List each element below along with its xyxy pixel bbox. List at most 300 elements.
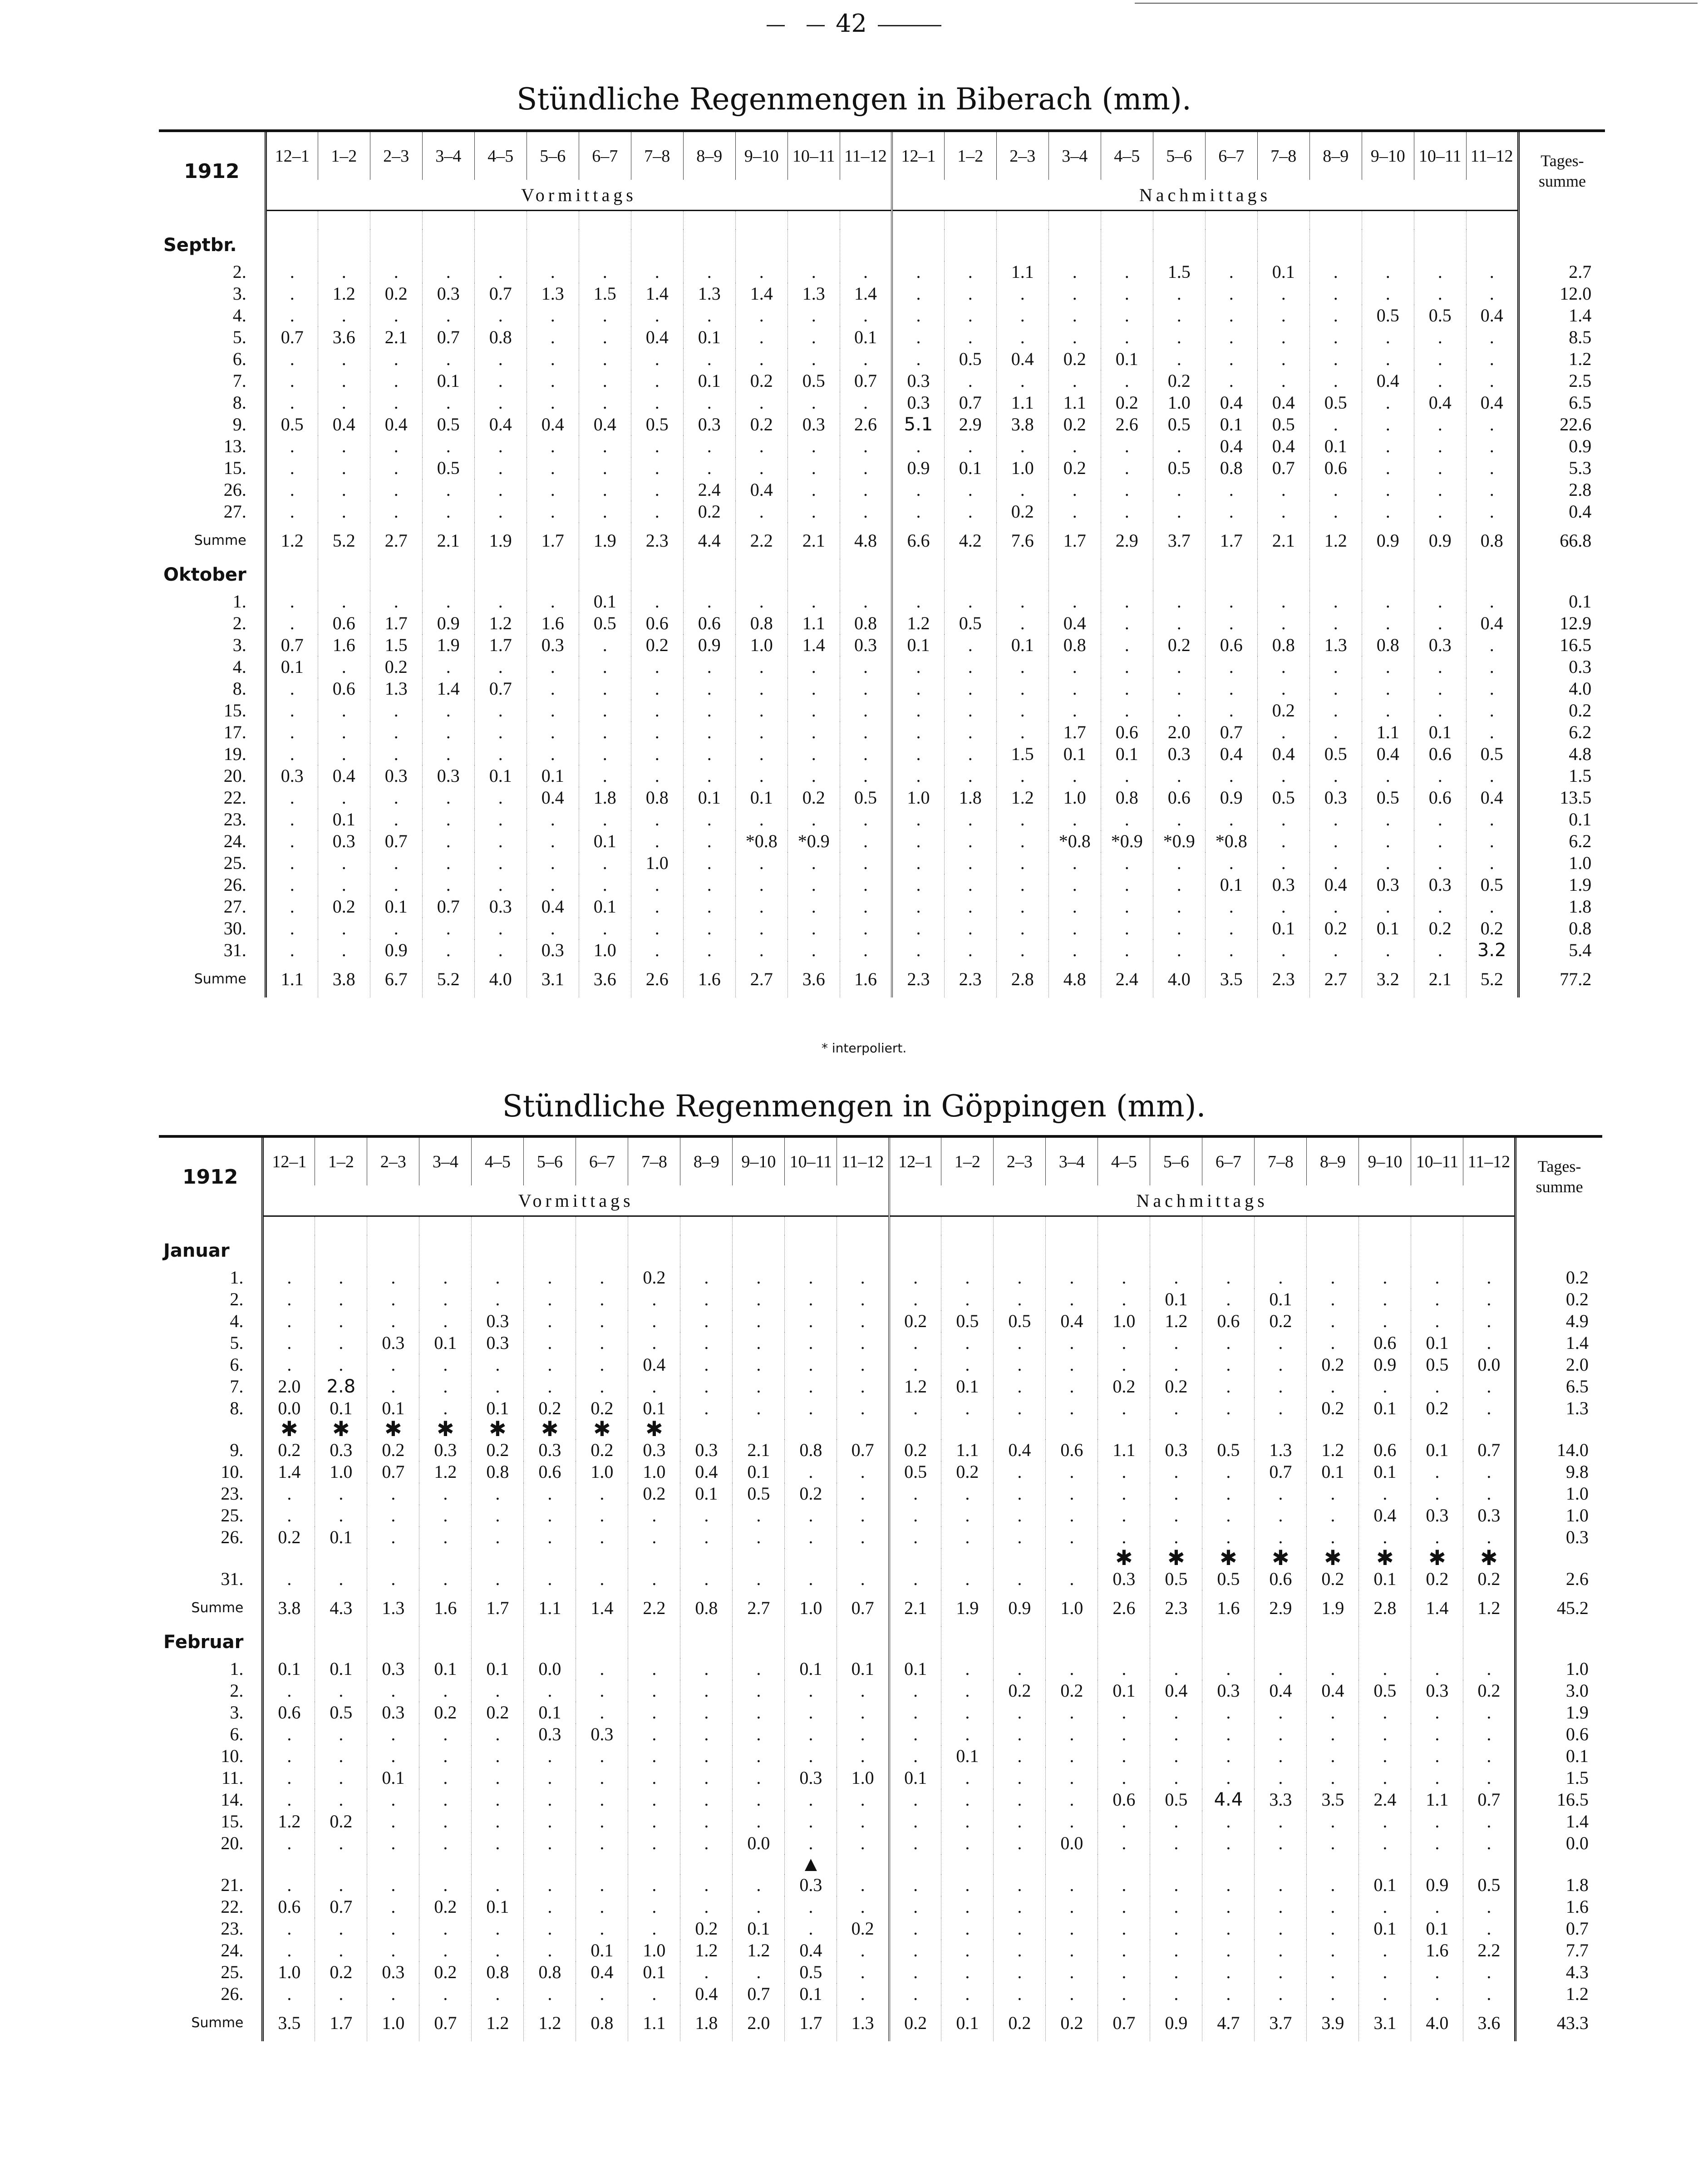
hourly-value: . <box>1257 326 1309 348</box>
hourly-value: . <box>419 1767 472 1789</box>
hourly-value: . <box>1101 326 1153 348</box>
hourly-value: 0.2 <box>788 787 840 809</box>
hourly-value: . <box>474 918 527 939</box>
hourly-value: . <box>1046 1505 1098 1526</box>
hourly-value: 0.1 <box>889 1767 941 1789</box>
empty-cell <box>680 1235 733 1267</box>
hourly-value: 1.3 <box>1255 1439 1307 1461</box>
day-total: 1.0 <box>1565 1659 1589 1679</box>
empty-cell <box>785 1626 837 1658</box>
hourly-value: 1.3 <box>527 283 579 305</box>
hourly-value: . <box>318 787 370 809</box>
hourly-value: 0.5 <box>266 414 318 435</box>
hourly-value: . <box>994 1288 1046 1310</box>
empty-cell <box>788 559 840 591</box>
hourly-value: . <box>944 479 996 501</box>
snow-icon: ✱ <box>315 1419 367 1439</box>
hourly-value: . <box>266 612 318 634</box>
hour-header: 11–12 <box>1463 1136 1516 1185</box>
goeppingen-table <box>159 1135 1602 2041</box>
hourly-value: . <box>422 305 474 326</box>
hourly-value: . <box>1463 1961 1516 1983</box>
hourly-value: . <box>837 1983 889 2005</box>
hourly-value: . <box>733 1332 785 1354</box>
summe-value: 1.9 <box>1307 1590 1359 1626</box>
hourly-value: . <box>527 591 579 612</box>
hourly-value: . <box>628 1767 680 1789</box>
hourly-value: . <box>266 305 318 326</box>
hourly-value: . <box>628 1832 680 1854</box>
summe-value: 1.7 <box>1048 523 1101 559</box>
hourly-value: . <box>474 787 527 809</box>
hourly-value: 0.2 <box>680 1918 733 1940</box>
hourly-value: . <box>944 896 996 918</box>
hourly-value: . <box>1362 830 1414 852</box>
spacer-row <box>159 211 1605 230</box>
day-total: 1.5 <box>1569 765 1592 786</box>
hour-header: 2–3 <box>994 1136 1046 1185</box>
hourly-value: . <box>579 305 631 326</box>
day-label: 1. <box>159 1267 263 1288</box>
empty-cell <box>318 229 370 261</box>
spacer-cell <box>263 1216 315 1235</box>
day-row <box>159 1723 1602 1745</box>
empty-cell <box>266 559 318 591</box>
hourly-value: . <box>524 1896 576 1918</box>
hourly-value: . <box>370 348 422 370</box>
summe-value: 2.3 <box>631 523 683 559</box>
hourly-value: . <box>1046 1376 1098 1397</box>
hourly-value: . <box>994 1811 1046 1832</box>
spacer-cell <box>944 211 996 230</box>
hourly-value: 1.3 <box>370 678 422 700</box>
hourly-value: . <box>892 501 944 523</box>
hourly-value: . <box>892 743 944 765</box>
summe-value: 1.6 <box>419 1590 472 1626</box>
summe-value: 1.9 <box>579 523 631 559</box>
hourly-value: 0.3 <box>1414 634 1466 656</box>
hourly-value: 0.5 <box>1257 414 1309 435</box>
hourly-value: . <box>1257 939 1309 961</box>
hourly-value: . <box>1255 1267 1307 1288</box>
hourly-value: . <box>733 1680 785 1702</box>
hourly-value: . <box>1205 501 1257 523</box>
hourly-value: 0.5 <box>944 612 996 634</box>
day-label: 14. <box>159 1789 263 1811</box>
hourly-value: 0.6 <box>1046 1439 1098 1461</box>
hourly-value: . <box>837 1288 889 1310</box>
hourly-value: . <box>628 1526 680 1548</box>
day-row <box>159 830 1605 852</box>
hourly-value: . <box>941 1961 994 1983</box>
hourly-value: . <box>840 830 892 852</box>
empty-cell <box>1257 229 1309 261</box>
hourly-value: . <box>628 1505 680 1526</box>
empty-cell <box>1463 1626 1516 1658</box>
hourly-value: . <box>1098 1461 1150 1483</box>
hourly-value: . <box>367 1483 419 1505</box>
hourly-value: . <box>628 1680 680 1702</box>
hourly-value: 0.4 <box>1309 874 1362 896</box>
hourly-value: . <box>1257 348 1309 370</box>
day-label: 22. <box>159 1896 263 1918</box>
day-total: 4.0 <box>1569 678 1592 699</box>
hourly-value: . <box>941 1288 994 1310</box>
hourly-value: 0.2 <box>735 414 788 435</box>
hourly-value: . <box>422 501 474 523</box>
hourly-value: 0.4 <box>1205 743 1257 765</box>
hourly-value: 0.8 <box>631 787 683 809</box>
spacer-cell <box>1362 211 1414 230</box>
hourly-value: . <box>1362 896 1414 918</box>
hourly-value: . <box>1309 765 1362 787</box>
hourly-value: 0.3 <box>472 1310 524 1332</box>
hourly-value: 0.2 <box>472 1702 524 1723</box>
empty-cell <box>631 559 683 591</box>
hourly-value: . <box>579 370 631 392</box>
hail-icon <box>419 1854 472 1874</box>
hourly-value: . <box>994 1505 1046 1526</box>
hourly-value: 0.6 <box>1414 743 1466 765</box>
hour-header: 6–7 <box>1202 1136 1255 1185</box>
summe-value: 2.7 <box>370 523 422 559</box>
hourly-value: . <box>680 1702 733 1723</box>
hourly-value: . <box>1098 1526 1150 1548</box>
hourly-value: . <box>263 1483 315 1505</box>
hourly-value: . <box>579 743 631 765</box>
hourly-value: 0.6 <box>318 612 370 634</box>
hourly-value: . <box>1153 435 1205 457</box>
empty-cell <box>996 559 1048 591</box>
hourly-value: . <box>1205 591 1257 612</box>
hourly-value: 0.4 <box>735 479 788 501</box>
hourly-value: . <box>419 1483 472 1505</box>
hourly-value: . <box>318 305 370 326</box>
day-row <box>159 1505 1602 1526</box>
day-label: 25. <box>159 1961 263 1983</box>
hourly-value: . <box>994 1723 1046 1745</box>
hourly-value: . <box>1257 501 1309 523</box>
hourly-value: 0.8 <box>1257 634 1309 656</box>
hourly-value: . <box>524 1526 576 1548</box>
summe-value: 3.6 <box>1463 2005 1516 2041</box>
day-row <box>159 1896 1602 1918</box>
hourly-value: . <box>472 1874 524 1896</box>
hourly-value: . <box>1101 939 1153 961</box>
hourly-value: 0.7 <box>944 392 996 414</box>
hourly-value: . <box>1202 1332 1255 1354</box>
page-number: 42 <box>836 9 867 38</box>
hourly-value: . <box>1359 1832 1411 1854</box>
hourly-value: . <box>1202 1288 1255 1310</box>
hourly-value: . <box>1046 1526 1098 1548</box>
hourly-value: 0.2 <box>1411 1568 1463 1590</box>
hourly-value: . <box>1098 1832 1150 1854</box>
day-label: 7. <box>159 370 266 392</box>
hourly-value: . <box>840 896 892 918</box>
day-row <box>159 787 1605 809</box>
hourly-value: 0.1 <box>579 591 631 612</box>
hourly-value: 0.2 <box>419 1702 472 1723</box>
day-total: 5.4 <box>1569 940 1592 960</box>
hourly-value: . <box>1463 1397 1516 1419</box>
spacer-cell <box>735 211 788 230</box>
hourly-value: . <box>1257 678 1309 700</box>
hourly-value: . <box>1205 678 1257 700</box>
hourly-value: 0.1 <box>524 1702 576 1723</box>
hourly-value: 0.2 <box>631 634 683 656</box>
hour-header: 9–10 <box>733 1136 785 1185</box>
hourly-value: . <box>788 348 840 370</box>
day-label: 23. <box>159 1918 263 1940</box>
hourly-value: 0.2 <box>315 1811 367 1832</box>
summe-value: 2.1 <box>889 1590 941 1626</box>
hourly-value: . <box>628 1332 680 1354</box>
hourly-value: . <box>422 874 474 896</box>
snow-icon: ✱ <box>1202 1548 1255 1568</box>
hourly-value: . <box>680 1310 733 1332</box>
hourly-value: 1.0 <box>892 787 944 809</box>
hourly-value: . <box>419 1354 472 1376</box>
hourly-value: 1.2 <box>733 1940 785 1961</box>
hourly-value: 0.4 <box>680 1983 733 2005</box>
hourly-value: . <box>1048 305 1101 326</box>
hourly-value: 0.4 <box>1150 1680 1202 1702</box>
summe-value: 2.0 <box>733 2005 785 2041</box>
empty-cell <box>840 229 892 261</box>
summe-value: 3.2 <box>1362 961 1414 997</box>
hourly-value: . <box>733 1767 785 1789</box>
summe-value: 1.4 <box>1411 1590 1463 1626</box>
am-label: Vormittags <box>266 180 892 211</box>
hourly-value: . <box>944 591 996 612</box>
hourly-value: . <box>785 1267 837 1288</box>
hourly-value: 0.5 <box>1362 787 1414 809</box>
hourly-value: . <box>524 1680 576 1702</box>
hourly-value: 0.5 <box>1359 1680 1411 1702</box>
hourly-value: 0.2 <box>1307 1568 1359 1590</box>
hour-header: 7–8 <box>1255 1136 1307 1185</box>
hourly-value: . <box>892 283 944 305</box>
day-total: 5.3 <box>1569 458 1592 478</box>
spacer-cell <box>1411 1216 1463 1235</box>
hourly-value: 0.1 <box>472 1896 524 1918</box>
hourly-value: . <box>1309 809 1362 830</box>
hourly-value: . <box>683 809 735 830</box>
hourly-value: . <box>1362 261 1414 283</box>
hourly-value: . <box>1307 1896 1359 1918</box>
hourly-value: 0.2 <box>683 501 735 523</box>
hourly-value: . <box>837 1789 889 1811</box>
hourly-value: . <box>1101 634 1153 656</box>
hourly-value: . <box>472 1789 524 1811</box>
snow-icon: ✱ <box>576 1419 628 1439</box>
day-total: 2.0 <box>1565 1354 1589 1375</box>
day-total: 1.9 <box>1565 1702 1589 1723</box>
hourly-value: . <box>837 1397 889 1419</box>
day-row <box>159 1439 1602 1461</box>
hourly-value: 0.3 <box>367 1702 419 1723</box>
hourly-value: . <box>576 1526 628 1548</box>
day-label: 4. <box>159 305 266 326</box>
hourly-value: . <box>576 1767 628 1789</box>
hourly-value: 0.5 <box>1202 1439 1255 1461</box>
hourly-value: . <box>1411 1376 1463 1397</box>
hourly-value: . <box>1414 591 1466 612</box>
summe-value: 0.2 <box>994 2005 1046 2041</box>
spacer-cell <box>419 1216 472 1235</box>
hourly-value: . <box>422 743 474 765</box>
hourly-value: 0.4 <box>1257 392 1309 414</box>
hourly-value: . <box>579 721 631 743</box>
summe-value: 2.8 <box>1359 1590 1411 1626</box>
hourly-value: 0.3 <box>474 896 527 918</box>
day-row <box>159 1811 1602 1832</box>
hourly-value: . <box>1098 1745 1150 1767</box>
hourly-value: . <box>1255 1397 1307 1419</box>
snow-icon <box>1359 1419 1411 1439</box>
day-row <box>159 1376 1602 1397</box>
hourly-value: 0.3 <box>1153 743 1205 765</box>
hourly-value: . <box>680 1680 733 1702</box>
hourly-value: . <box>733 1811 785 1832</box>
day-label: 23. <box>159 1483 263 1505</box>
hourly-value: . <box>527 656 579 678</box>
hourly-value: 0.2 <box>996 501 1048 523</box>
hour-header: 6–7 <box>579 131 631 180</box>
hourly-value: . <box>315 1940 367 1961</box>
hourly-value: . <box>1466 326 1518 348</box>
empty-cell <box>680 1626 733 1658</box>
snow-marker-row <box>159 1548 1602 1568</box>
hourly-value: . <box>785 1918 837 1940</box>
hourly-value: . <box>944 656 996 678</box>
spacer-cell <box>1518 211 1605 230</box>
hourly-value: . <box>1150 1723 1202 1745</box>
hourly-value: . <box>1309 852 1362 874</box>
hourly-value: . <box>733 1874 785 1896</box>
hourly-value: . <box>1046 1332 1098 1354</box>
hourly-value: . <box>527 809 579 830</box>
hourly-value: . <box>1307 1940 1359 1961</box>
hourly-value: . <box>1466 852 1518 874</box>
hourly-value: . <box>1466 435 1518 457</box>
spacer-cell <box>579 211 631 230</box>
empty-cell <box>1411 1235 1463 1267</box>
hour-header: 1–2 <box>315 1136 367 1185</box>
hourly-value: . <box>1414 830 1466 852</box>
empty-cell <box>1359 1626 1411 1658</box>
hourly-value: . <box>889 1267 941 1288</box>
hourly-value: . <box>266 457 318 479</box>
hourly-value: . <box>1307 1483 1359 1505</box>
hourly-value: . <box>735 435 788 457</box>
hourly-value: . <box>680 1789 733 1811</box>
hourly-value: . <box>266 501 318 523</box>
hourly-value: 0.7 <box>315 1896 367 1918</box>
hourly-value: . <box>1359 1376 1411 1397</box>
day-row <box>159 721 1605 743</box>
spacer-row <box>159 1216 1602 1235</box>
empty-cell <box>628 1235 680 1267</box>
hourly-value: . <box>941 1983 994 2005</box>
empty-cell <box>994 1235 1046 1267</box>
hourly-value: 0.2 <box>370 283 422 305</box>
hourly-value: . <box>370 261 422 283</box>
empty-cell <box>1362 229 1414 261</box>
day-total: 1.4 <box>1569 305 1592 326</box>
hourly-value: . <box>1202 1354 1255 1376</box>
hourly-value: . <box>1205 370 1257 392</box>
hourly-value: 0.4 <box>996 348 1048 370</box>
hourly-value: . <box>1411 1310 1463 1332</box>
hourly-value: . <box>840 261 892 283</box>
hourly-value: . <box>1098 1397 1150 1419</box>
hourly-value: . <box>892 721 944 743</box>
hourly-value: . <box>944 765 996 787</box>
hourly-value: . <box>422 809 474 830</box>
hourly-value: . <box>1307 1918 1359 1940</box>
hourly-value: . <box>1309 700 1362 721</box>
hourly-value: . <box>1359 1745 1411 1767</box>
hour-header: 11–12 <box>837 1136 889 1185</box>
hourly-value: . <box>527 261 579 283</box>
hourly-value: . <box>994 1483 1046 1505</box>
hourly-value: 0.5 <box>1362 305 1414 326</box>
hourly-value: . <box>474 591 527 612</box>
day-row <box>159 1332 1602 1354</box>
hourly-value: . <box>1463 1267 1516 1288</box>
hourly-value: . <box>628 1918 680 1940</box>
hourly-value: . <box>631 874 683 896</box>
hourly-value: 0.4 <box>1205 435 1257 457</box>
hourly-value: . <box>892 874 944 896</box>
hail-icon <box>576 1854 628 1874</box>
empty-cell <box>1101 559 1153 591</box>
hour-header: 7–8 <box>1257 131 1309 180</box>
hourly-value: . <box>1150 1354 1202 1376</box>
hourly-value: . <box>1048 479 1101 501</box>
hourly-value: . <box>1411 1526 1463 1548</box>
summe-value: 3.7 <box>1255 2005 1307 2041</box>
hourly-value: . <box>683 261 735 283</box>
hourly-value: . <box>419 1983 472 2005</box>
hourly-value: . <box>1414 348 1466 370</box>
hourly-value: . <box>1205 700 1257 721</box>
hourly-value: . <box>367 1874 419 1896</box>
hourly-value: . <box>1150 1461 1202 1483</box>
hourly-value: 0.9 <box>683 634 735 656</box>
hour-header: 8–9 <box>683 131 735 180</box>
summe-value: 2.1 <box>1414 961 1466 997</box>
hourly-value: 1.8 <box>944 787 996 809</box>
hourly-value: 0.4 <box>1362 743 1414 765</box>
day-total: 1.4 <box>1565 1333 1589 1353</box>
hourly-value: 0.3 <box>840 634 892 656</box>
hourly-value: . <box>1307 1832 1359 1854</box>
hourly-value: 0.3 <box>785 1767 837 1789</box>
empty-cell <box>367 1235 419 1267</box>
hourly-value: . <box>628 1811 680 1832</box>
empty-cell <box>263 1626 315 1658</box>
hourly-value: . <box>1048 765 1101 787</box>
hourly-value: . <box>1150 1658 1202 1680</box>
hourly-value: . <box>266 348 318 370</box>
snow-icon: ✱ <box>472 1419 524 1439</box>
hourly-value: 1.1 <box>996 392 1048 414</box>
hourly-value: 0.5 <box>1466 743 1518 765</box>
summe-value: 1.9 <box>941 1590 994 1626</box>
